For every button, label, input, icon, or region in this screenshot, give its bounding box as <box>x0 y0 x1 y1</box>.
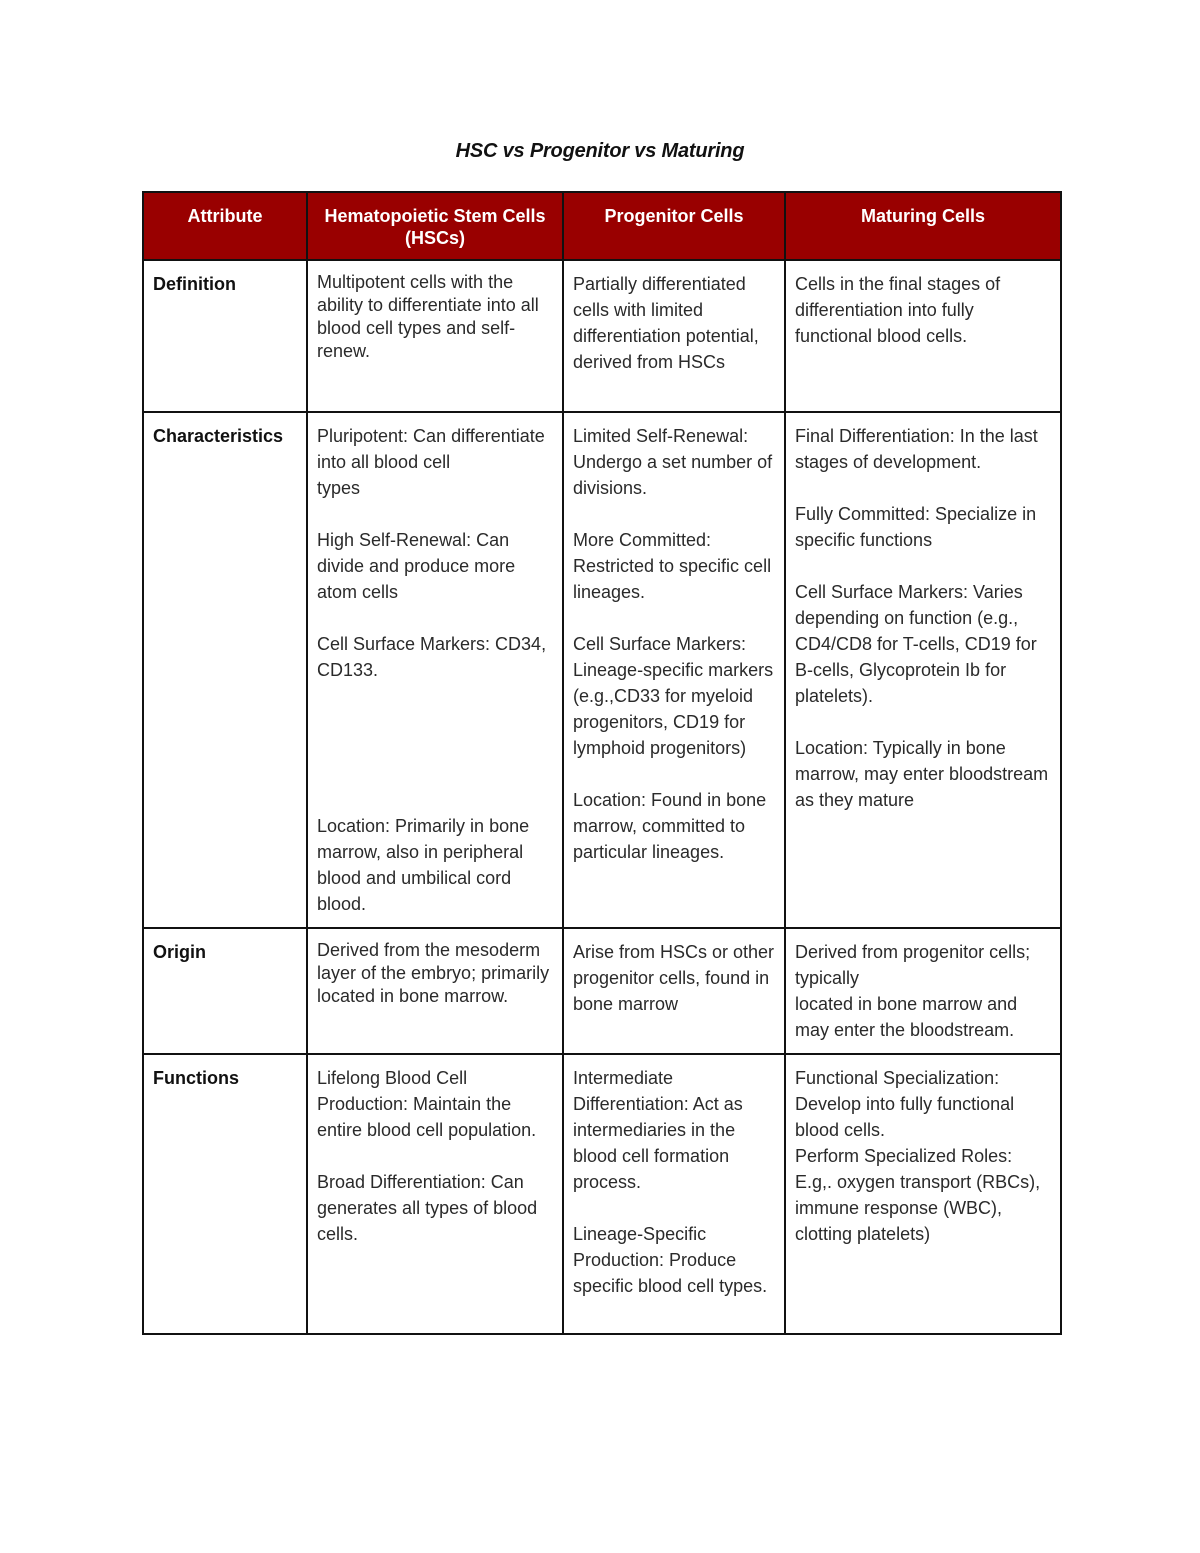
cell-definition-hsc <box>307 260 563 412</box>
cell-characteristics-hsc <box>307 412 563 928</box>
cell-text: Final Differentiation: In the last stages of development. Fully Committed: Specialize in specific functions Cell Surface Markers: Varies depending on function (e.g., CD4/CD8 for T-cells, CD19 for B-cells, Glycoprotein Ib for platelets). Location: Typically in bone marrow, may enter bloodstream as they mature <box>795 426 1049 810</box>
header-progenitor: Progenitor Cells <box>563 192 785 260</box>
row-label-functions <box>143 1054 307 1334</box>
cell-origin-maturing <box>785 928 1061 1054</box>
cell-text: Limited Self-Renewal: Undergo a set number of divisions. More Committed: Restricted to specific cell lineages. Cell Surface Markers: Lineage-specific markers (e.g.,CD33 for myeloid progenitors, CD19 for lymphoid progenitors) Location: Found in bone marrow, committed to particular lineages. <box>573 426 774 862</box>
document-title: HSC vs Progenitor vs Maturing <box>455 140 745 162</box>
table-row-functions <box>143 1054 1061 1334</box>
cell-functions-hsc <box>307 1054 563 1334</box>
cell-text: Derived from progenitor cells; typically located in bone marrow and may enter the bloodstream. <box>795 942 1031 1040</box>
cell-definition-progenitor <box>563 260 785 412</box>
cell-origin-progenitor <box>563 928 785 1054</box>
table-row-characteristics <box>143 412 1061 928</box>
row-label-definition <box>143 260 307 412</box>
cell-text: Multipotent cells with the ability to differentiate into all blood cell types and self-renew. <box>317 272 539 361</box>
cell-functions-progenitor <box>563 1054 785 1334</box>
cell-text: Intermediate Differentiation: Act as intermediaries in the blood cell formation process. Lineage-Specific Production: Produce specific blood cell types. <box>573 1068 768 1296</box>
cell-text: Lifelong Blood Cell Production: Maintain the entire blood cell population. Broad Differentiation: Can generates all types of blood cells. <box>317 1068 538 1244</box>
header-maturing: Maturing Cells <box>785 192 1061 260</box>
cell-text: Functional Specialization: Develop into fully functional blood cells. Perform Specialized Roles: E.g,. oxygen transport (RBCs), immune response (WBC), clotting platelets) <box>795 1068 1041 1244</box>
row-label-origin <box>143 928 307 1054</box>
row-label-text: Characteristics <box>153 426 284 446</box>
cell-origin-hsc <box>307 928 563 1054</box>
table-row-origin <box>143 928 1061 1054</box>
cell-text: Arise from HSCs or other progenitor cells, found in bone marrow <box>573 942 775 1014</box>
cell-characteristics-progenitor <box>563 412 785 928</box>
header-hsc: Hematopoietic Stem Cells (HSCs) <box>307 192 563 260</box>
cell-definition-maturing <box>785 260 1061 412</box>
cell-text: Pluripotent: Can differentiate into all blood cell types High Self-Renewal: Can divide and produce more atom cells Cell Surface Markers: CD34, CD133. Location: Primarily in bone marrow, also in peripheral blood and umbilical cord blood. <box>317 426 547 914</box>
row-label-characteristics <box>143 412 307 928</box>
table-row-definition <box>143 260 1061 412</box>
header-attribute: Attribute <box>143 192 307 260</box>
row-label-text: Functions <box>153 1068 239 1088</box>
row-label-text: Definition <box>153 274 236 294</box>
comparison-table <box>142 191 1062 1335</box>
table-header-row <box>143 192 1061 260</box>
cell-text: Cells in the final stages of differentiation into fully functional blood cells. <box>795 274 1001 346</box>
cell-functions-maturing <box>785 1054 1061 1334</box>
cell-text: Derived from the mesoderm layer of the embryo; primarily located in bone marrow. <box>317 940 550 1006</box>
cell-text: Partially differentiated cells with limited differentiation potential, derived from HSCs <box>573 274 759 372</box>
cell-characteristics-maturing <box>785 412 1061 928</box>
row-label-text: Origin <box>153 942 206 962</box>
